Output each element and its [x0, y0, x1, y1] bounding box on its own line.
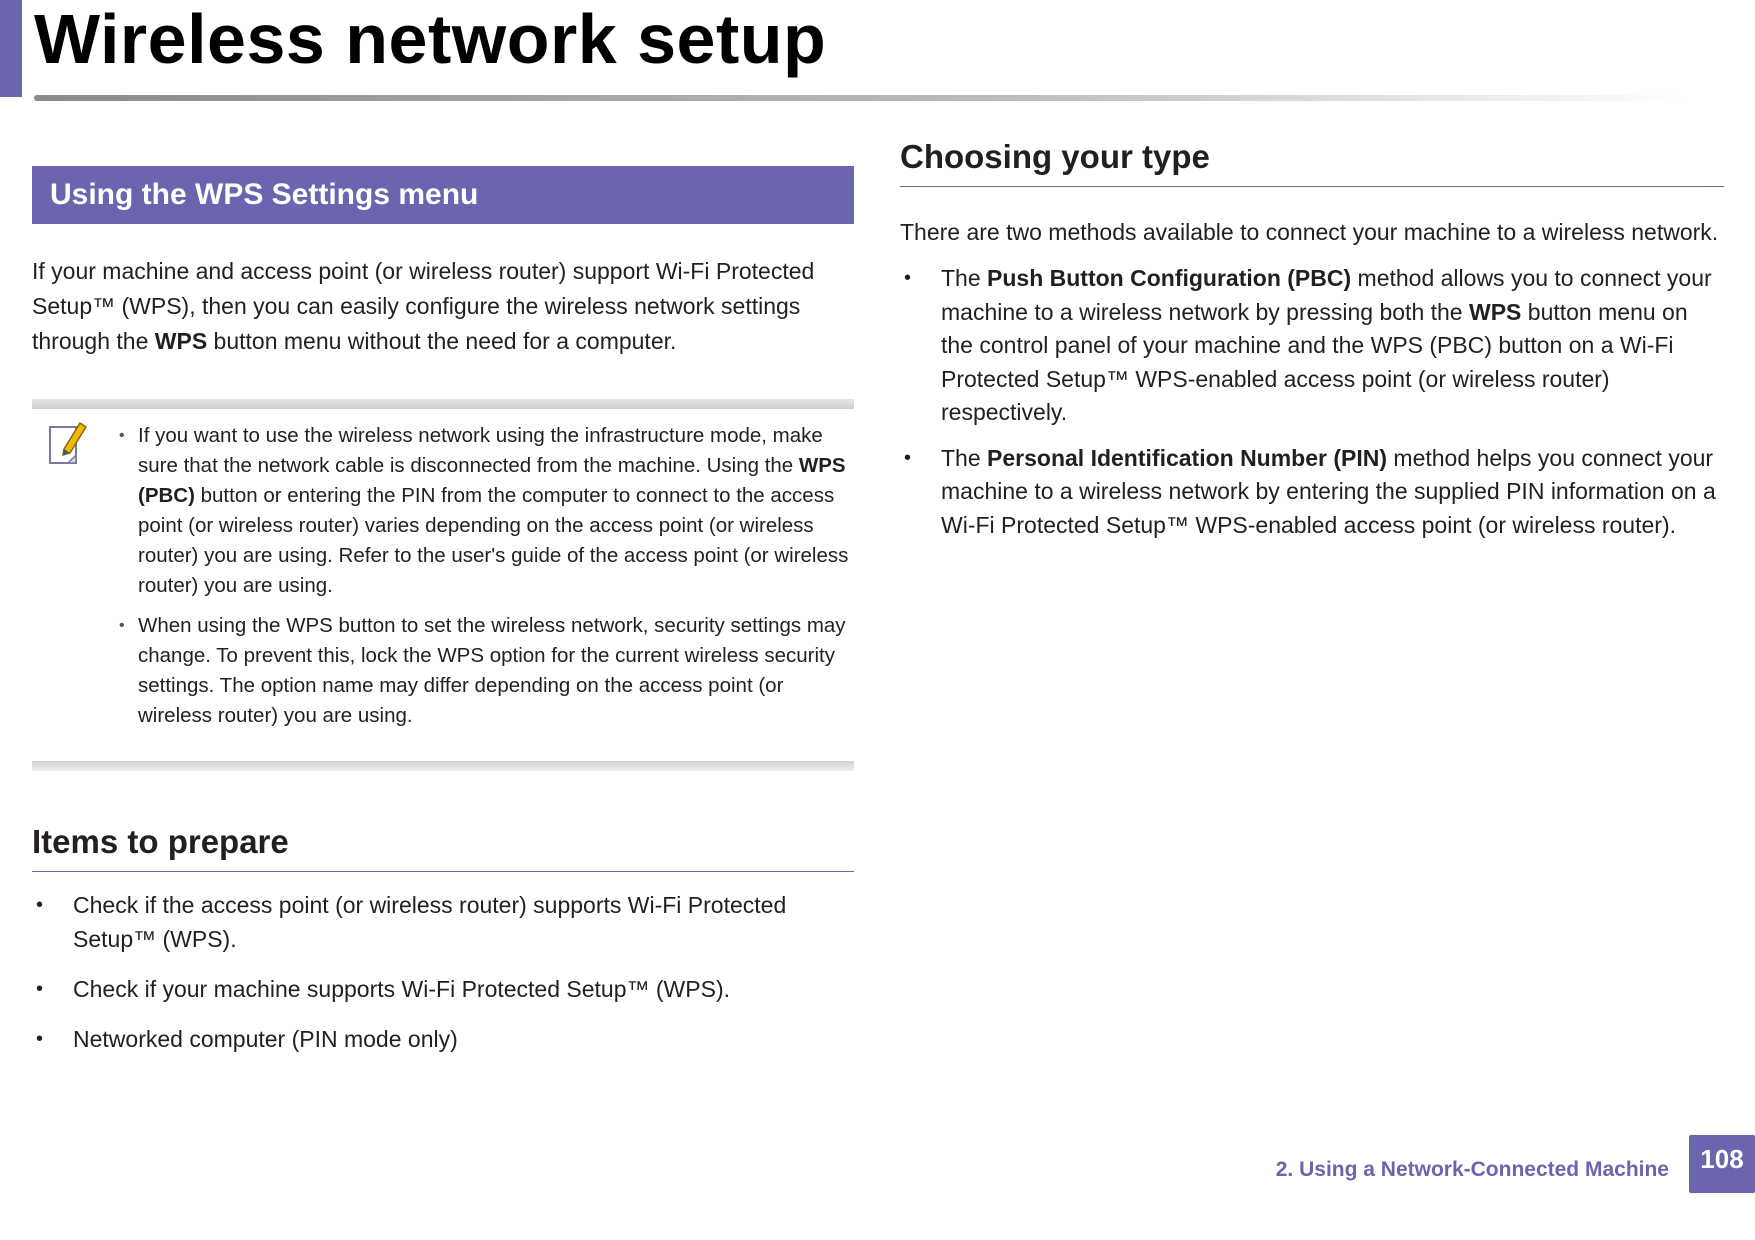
intro-paragraph	[32, 254, 854, 359]
section-title: Using the WPS Settings menu	[50, 178, 479, 211]
pin-bold: Personal Identification Number (PIN)	[987, 444, 1388, 471]
right-column	[900, 138, 1724, 542]
footer-chapter: 2. Using a Network-Connected Machine	[1275, 1158, 1669, 1181]
title-divider	[34, 95, 1684, 101]
methods-list	[900, 262, 1724, 542]
note-wps-pbc-bold: WPS (PBC)	[138, 454, 846, 507]
pin-text-2: method helps you connect your machine to a wireless network by entering the supplied PIN information on a Wi-Fi Protected Setup™ WPS-enabled access point (or wireless router).	[941, 444, 1716, 538]
type-intro: There are two methods available to connect your machine to a wireless network.	[900, 219, 1719, 245]
items-heading: Items to prepare	[32, 823, 854, 872]
intro-text-2: button menu without the need for a computer.	[207, 328, 677, 354]
note-text-1b: button or entering the PIN from the computer to connect to the access point (or wireless router) varies depending on the access point (or wireless router) you are using. Refer to the user's guide of the access point (or wireless router) you are using.	[138, 484, 849, 597]
intro-text-1: If your machine and access point (or wireless router) support Wi-Fi Protected Setup™ (WPS), then you can easily configure the wireless network settings through the	[32, 258, 815, 354]
pbc-wps-bold: WPS	[1469, 298, 1522, 325]
items-list	[32, 888, 854, 1056]
note-item: • When using the WPS button to set the wireless network, security settings may change. To prevent this, lock the WPS option for the current wireless security settings. The option name may differ depending on the access point (or wireless router) you are using.	[138, 611, 854, 731]
page-title: Wireless network setup	[34, 0, 827, 78]
list-item-pin	[941, 442, 1724, 543]
pin-text-1: The	[941, 444, 988, 471]
list-item: • Networked computer (PIN mode only)	[73, 1022, 854, 1056]
title-accent-bar	[0, 0, 22, 97]
pbc-bold: Push Button Configuration (PBC)	[987, 265, 1352, 291]
pbc-text-1: The	[941, 265, 988, 291]
pbc-text-3: button menu on the control panel of your machine and the WPS (PBC) button on a Wi-Fi Protected Setup™ WPS-enabled access point (or wireless router) respectively.	[941, 298, 1688, 425]
intro-wps-bold: WPS	[154, 328, 208, 354]
list-item: • Check if your machine supports Wi-Fi Protected Setup™ (WPS).	[73, 972, 854, 1006]
pbc-text-2: method allows you to connect your machine to a wireless network by pressing both the	[941, 265, 1712, 325]
section-banner	[32, 166, 854, 224]
page-number-badge: 108	[1689, 1135, 1755, 1193]
left-column	[32, 166, 854, 1056]
list-item: • Check if the access point (or wireless router) supports Wi-Fi Protected Setup™ (WPS).	[73, 888, 854, 956]
note-text-1a: If you want to use the wireless network using the infrastructure mode, make sure that the network cable is disconnected from the machine. Using the	[138, 424, 823, 477]
note-pencil-icon	[46, 419, 90, 467]
note-box	[32, 399, 854, 771]
list-item-pbc	[941, 262, 1724, 430]
note-item	[138, 421, 854, 601]
note-list	[32, 421, 854, 731]
choosing-type-heading: Choosing your type	[900, 138, 1724, 187]
